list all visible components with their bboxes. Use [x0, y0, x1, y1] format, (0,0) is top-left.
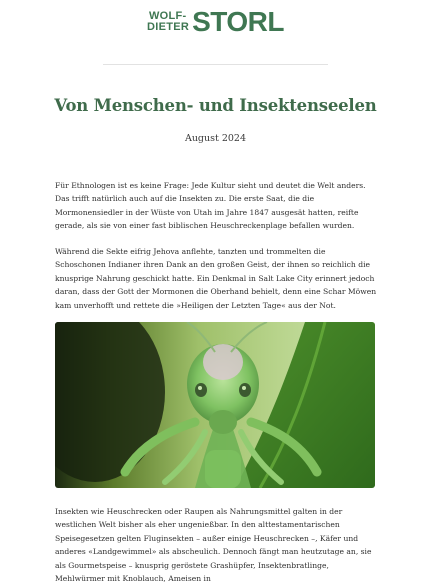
article-paragraph-3: Insekten wie Heuschrecken oder Raupen als Nahrungsmittel galten in der westlichen Welt bisher als eher ungenießbar. In den alttestamentarischen Speisegesetzen gelten Fluginsekten – außer einige Heuschrecken –, Käfer und anderes «Landgewimmel» als abscheulich. Dennoch fängt man heutzutage an, sie als Gourmetspeise – knusprig geröstete Grashüpfer, Insektenbratlinge, Mehlwürmer mit Knoblauch, Ameisen in [55, 507, 372, 584]
logo-first-name [147, 11, 189, 33]
logo-line-2: DIETER [146, 21, 190, 33]
article-date: August 2024 [184, 133, 247, 144]
article-paragraph-2: Während die Sekte eifrig Jehova anflehte, tanzten und trommelten die Schoschonen Indianer ihren Dank an den großen Geist, der ihnen so reichlich die knusprige Nahrung geschickt hatte. Ein Denkmal in Salt Lake City erinnert jedoch daran, dass der Gott der Mormonen die Oberhand behielt, denn eine Schar Möwen kam unverhofft und rettete die »Heiligen der Letzten Tage« aus der Not. [55, 247, 377, 310]
grasshopper-photo [55, 322, 375, 488]
logo-line-1: WOLF- [148, 10, 187, 22]
logo-last-name: STORL [192, 6, 285, 37]
header-divider [103, 64, 328, 65]
site-logo[interactable] [0, 8, 431, 36]
article-title: Von Menschen- und Insektenseelen [54, 96, 377, 115]
article-paragraph-1: Für Ethnologen ist es keine Frage: Jede Kultur sieht und deutet die Welt anders. Das trifft natürlich auch auf die Insekten zu. Die erste Saat, die die Mormonensiedler in der Wüste von Utah im Jahre 1847 ausgesät hatten, reifte gerade, als sie von einer fast biblischen Heuschreckenplage befallen wurden. [55, 181, 366, 231]
